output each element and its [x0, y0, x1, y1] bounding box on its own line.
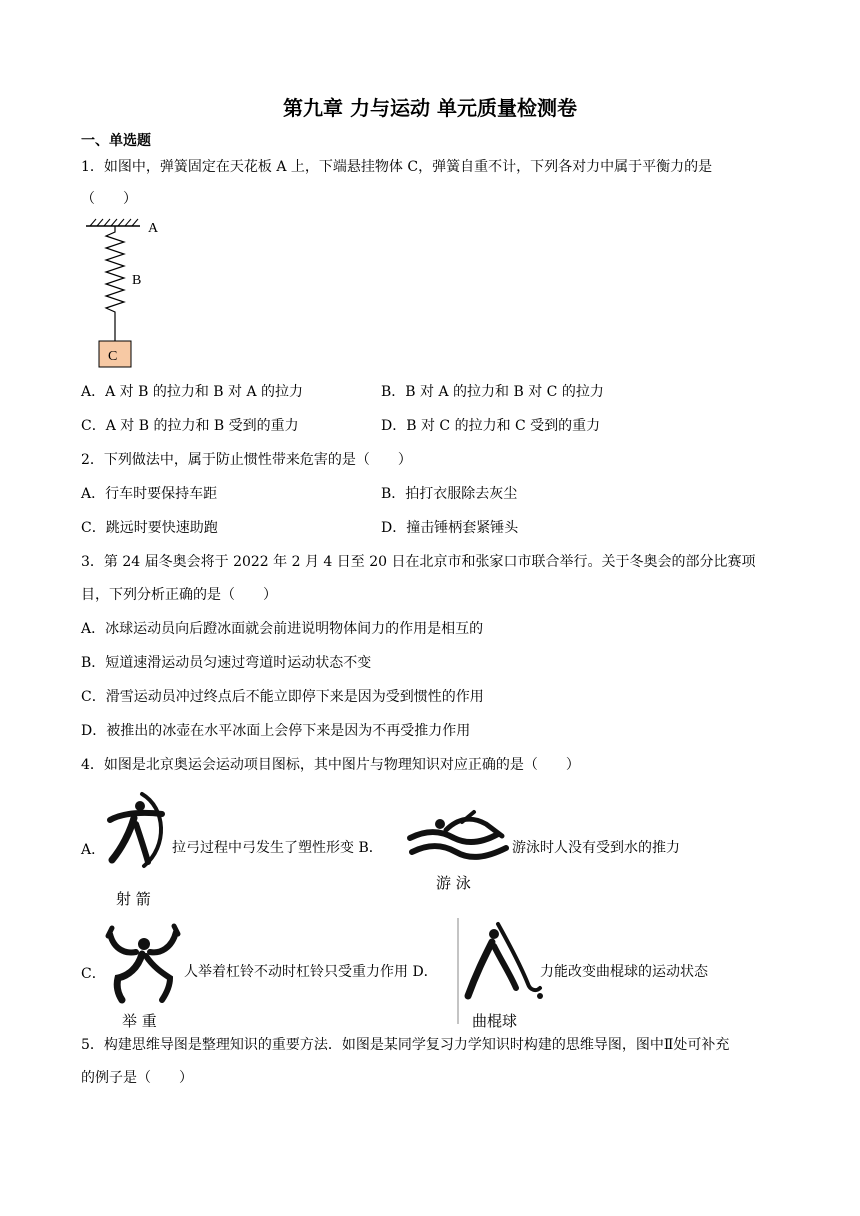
- q1-option-b: B．B 对 A 的拉力和 B 对 C 的拉力: [381, 384, 604, 400]
- q4-option-d-text: 力能改变曲棍球的运动状态: [540, 964, 708, 980]
- weightlifting-caption: 举 重: [122, 1012, 157, 1030]
- q5-stem-line1: 5．构建思维导图是整理知识的重要方法．如图是某同学复习力学知识时构建的思维导图，图中Ⅱ处可补充: [81, 1037, 730, 1053]
- q2-option-c: C．跳远时要快速助跑: [81, 520, 218, 536]
- swimming-pictogram-icon: [406, 810, 512, 870]
- q3-stem-line2: 目，下列分析正确的是（ ）: [81, 587, 277, 603]
- figure-label-a: A: [148, 221, 159, 236]
- q4-option-a-prefix: A．: [81, 842, 106, 858]
- q3-option-c: C．滑雪运动员冲过终点后不能立即停下来是因为受到惯性的作用: [81, 689, 484, 705]
- archery-pictogram-icon: [104, 790, 174, 872]
- hockey-pictogram-icon: [454, 918, 544, 1008]
- weightlifting-pictogram-icon: [104, 920, 184, 1006]
- figure-label-b: B: [132, 273, 142, 288]
- q4-option-a-text: 拉弓过程中弓发生了塑性形变 B．: [172, 840, 383, 856]
- q3-stem-line1: 3．第 24 届冬奥会将于 2022 年 2 月 4 日至 20 日在北京市和张家口市联合举行。关于冬奥会的部分比赛项: [81, 554, 756, 570]
- spring-diagram: [82, 218, 172, 370]
- q2-option-b: B．拍打衣服除去灰尘: [381, 486, 518, 502]
- section-heading: 一、单选题: [81, 133, 151, 149]
- q2-stem: 2．下列做法中，属于防止惯性带来危害的是（ ）: [81, 452, 412, 468]
- q1-option-c: C．A 对 B 的拉力和 B 受到的重力: [81, 418, 299, 434]
- q2-option-d: D．撞击锤柄套紧锤头: [381, 520, 519, 536]
- q4-stem: 4．如图是北京奥运会运动项目图标，其中图片与物理知识对应正确的是（ ）: [81, 757, 580, 773]
- figure-label-c: C: [108, 349, 118, 364]
- q4-option-c-text: 人举着杠铃不动时杠铃只受重力作用 D．: [184, 964, 438, 980]
- swimming-caption: 游 泳: [436, 874, 471, 892]
- q1-option-a: A．A 对 B 的拉力和 B 对 A 的拉力: [81, 384, 304, 400]
- q3-option-a: A．冰球运动员向后蹬冰面就会前进说明物体间力的作用是相互的: [81, 621, 484, 637]
- q3-option-d: D．被推出的冰壶在水平冰面上会停下来是因为不再受推力作用: [81, 723, 471, 739]
- q1-answer-bracket: （ ）: [81, 191, 137, 207]
- q5-stem-line2: 的例子是（ ）: [81, 1070, 193, 1086]
- q1-stem: 1．如图中，弹簧固定在天花板 A 上，下端悬挂物体 C，弹簧自重不计，下列各对力中属于平衡力的是: [81, 159, 713, 175]
- q2-option-a: A．行车时要保持车距: [81, 486, 218, 502]
- q4-option-c-prefix: C．: [81, 966, 106, 982]
- hockey-caption: 曲棍球: [472, 1012, 518, 1030]
- archery-caption: 射 箭: [116, 890, 151, 908]
- page-title: 第九章 力与运动 单元质量检测卷: [283, 96, 577, 120]
- q3-option-b: B．短道速滑运动员匀速过弯道时运动状态不变: [81, 655, 372, 671]
- q1-option-d: D．B 对 C 的拉力和 C 受到的重力: [381, 418, 601, 434]
- q4-option-b-text: 游泳时人没有受到水的推力: [512, 840, 680, 856]
